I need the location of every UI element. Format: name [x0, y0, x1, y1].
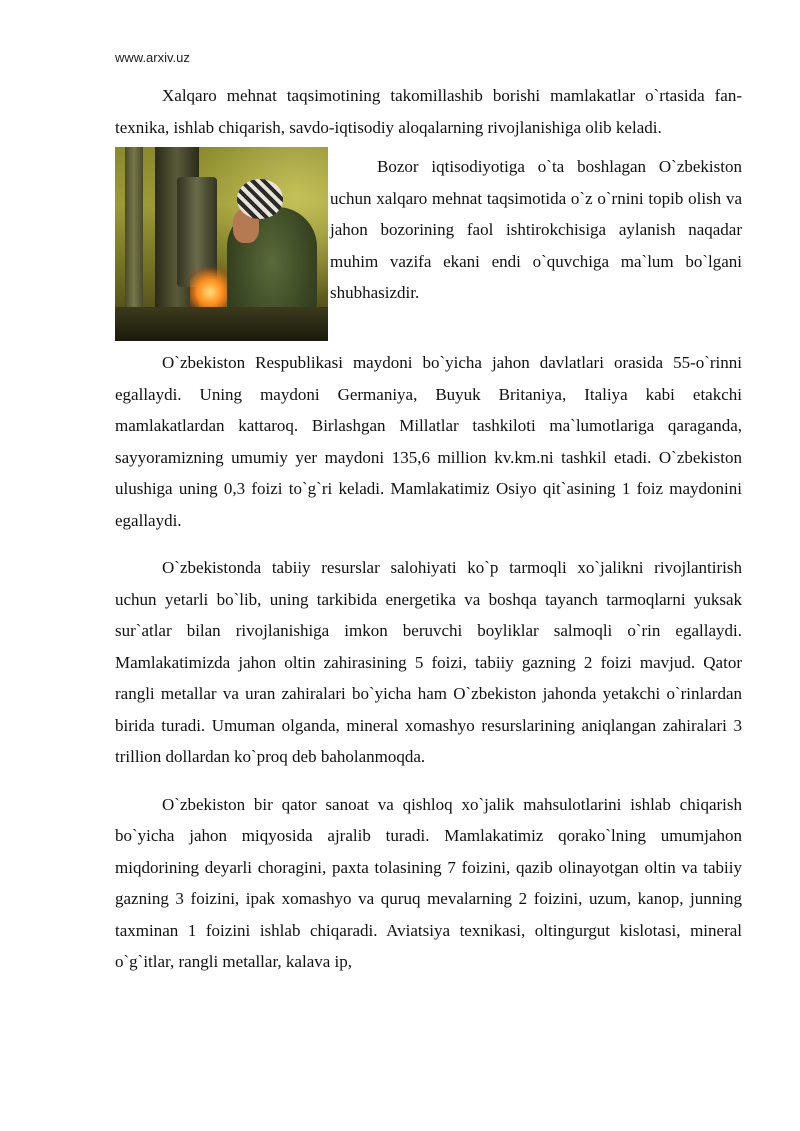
site-header-url[interactable]: www.arxiv.uz: [115, 50, 190, 65]
paragraph-3: O`zbekiston Respublikasi maydoni bo`yicha jahon davlatlari orasida 55-o`rinni egallaydi. Uning maydoni Germaniya, Buyuk Britaniya, Italiya kabi etakchi mamlakatlardan kattaroq. Birlashgan Millatlar tashkiloti ma`lumotlariga qaraganda, sayyoramizning umumiy yer maydoni 135,6 million kv.km.ni tashkil etadi. O`zbekiston ulushiga uning 0,3 foizi to`g`ri keladi. Mamlakatimiz Osiyo qit`asining 1 foiz maydonini egallaydi.: [115, 353, 742, 530]
document-body: [115, 80, 742, 978]
paragraph-2: Bozor iqtisodiyotiga o`ta boshlagan O`zbekiston uchun xalqaro mehnat taqsimotida o`z o`rnini topib olish va jahon bozorining faol ishtirokchisiga aylanish naqadar muhim vazifa ekani endi o`quvchiga ma`lum bo`lgani shubhasizdir.: [330, 157, 742, 302]
paragraph-1: Xalqaro mehnat taqsimotining takomillashib borishi mamlakatlar o`rtasida fan-texnika, ishlab chiqarish, savdo-iqtisodiy aloqalarning rivojlanishiga olib keladi.: [115, 86, 742, 137]
worker-at-furnace-photo: [115, 147, 328, 341]
paragraph-4: O`zbekistonda tabiiy resurslar salohiyati ko`p tarmoqli xo`jalikni rivojlantirish uchun yetarli bo`lib, uning tarkibida energetika va boshqa tayanch tarmoqlarni yuksak sur`atlar bilan rivojlanishiga imkon beruvchi boyliklar salmoqli o`rin egallaydi. Mamlakatimizda jahon oltin zahirasining 5 foizi, tabiiy gazning 2 foizi mavjud. Qator rangli metallar va uran zahiralari bo`yicha ham O`zbekiston jahonda yetakchi o`rinlardan birida turadi. Umuman olganda, mineral xomashyo resurslarining aniqlangan zahiralari 3 trillion dollardan ko`proq deb baholanmoqda.: [115, 558, 742, 766]
paragraph-5: O`zbekiston bir qator sanoat va qishloq xo`jalik mahsulotlarini ishlab chiqarish bo`yicha jahon miqyosida ajralib turadi. Mamlakatimiz qorako`lning umumjahon miqdorining deyarli choragini, paxta tolasining 7 foizini, qazib olinayotgan oltin va tabiiy gazning 3 foizini, ipak xomashyo va quruq mevalarning 2 foizini, uzum, kanop, junning taxminan 1 foizini ishlab chiqaradi. Aviatsiya texnikasi, oltingurgut kislotasi, mineral o`g`itlar, rangli metallar, kalava ip,: [115, 794, 742, 971]
